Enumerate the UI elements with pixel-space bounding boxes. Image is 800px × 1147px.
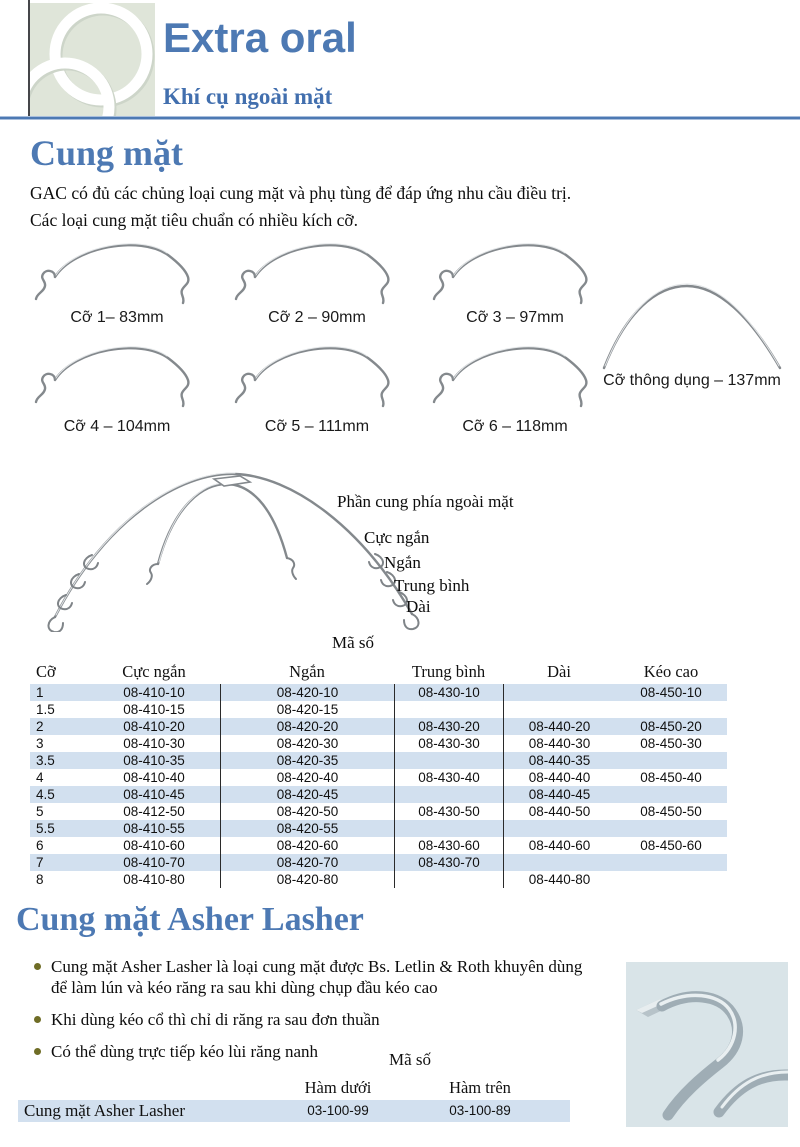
bullet-item bbox=[34, 956, 586, 998]
cell-code bbox=[615, 854, 727, 871]
cell-code: 08-412-50 bbox=[123, 804, 185, 819]
cell-code: 08-430-40 bbox=[394, 769, 503, 786]
cell-code: 08-410-45 bbox=[123, 787, 185, 802]
common-size-label: Cỡ thông dụng – 137mm bbox=[603, 372, 781, 389]
cell-code: 08-420-55 bbox=[220, 820, 394, 837]
cell-code: 08-450-60 bbox=[640, 838, 702, 853]
cell-code: 08-430-50 bbox=[394, 803, 503, 820]
cell-code: 08-430-20 bbox=[394, 718, 503, 735]
bullet-text: Khi dùng kéo cổ thì chỉ di răng ra sau đơn thuần bbox=[51, 1010, 380, 1029]
diagram-label-dai: Dài bbox=[406, 597, 431, 616]
facebow-size-5-figure bbox=[222, 336, 412, 440]
bullet-text: Có thể dùng trực tiếp kéo lùi răng nanh bbox=[51, 1042, 318, 1061]
facebow-icon bbox=[420, 233, 610, 311]
bullet-icon bbox=[34, 963, 41, 970]
cell-code: 08-440-60 bbox=[503, 837, 615, 854]
table-row bbox=[30, 701, 727, 718]
cell-code: 08-420-20 bbox=[220, 718, 394, 735]
cell-size: 3 bbox=[36, 736, 44, 751]
table-row bbox=[30, 871, 727, 888]
diagram-label-outer-bow: Phần cung phía ngoài mặt bbox=[337, 492, 514, 511]
col-header-trung-binh: Trung bình bbox=[411, 662, 486, 681]
cell-code: 08-420-40 bbox=[220, 769, 394, 786]
cell-code: 08-440-50 bbox=[503, 803, 615, 820]
page-title: Extra oral bbox=[163, 14, 357, 61]
cell-code: 08-420-15 bbox=[220, 701, 394, 718]
hook-photo-icon bbox=[626, 962, 788, 1127]
cell-code bbox=[615, 752, 727, 769]
cell-code bbox=[394, 820, 503, 837]
cell-code bbox=[394, 786, 503, 803]
table-row bbox=[30, 786, 727, 803]
cell-code: 08-440-45 bbox=[503, 786, 615, 803]
cell-code: 08-410-60 bbox=[123, 838, 185, 853]
cell-code-upper: 03-100-89 bbox=[449, 1103, 511, 1118]
asher-lasher-table bbox=[18, 1076, 570, 1122]
cell-code: 08-450-50 bbox=[640, 804, 702, 819]
cell-code: 08-410-15 bbox=[123, 702, 185, 717]
cell-size: 6 bbox=[36, 838, 44, 853]
cell-code bbox=[615, 871, 727, 888]
cell-size: 5 bbox=[36, 804, 44, 819]
size-label-2: Cỡ 2 – 90mm bbox=[268, 309, 366, 326]
cell-code: 08-450-40 bbox=[640, 770, 702, 785]
facebow-icon bbox=[22, 233, 212, 311]
cell-size: 8 bbox=[36, 872, 44, 887]
description-line-1: GAC có đủ các chủng loại cung mặt và phụ tùng để đáp ứng nhu cầu điều trị. bbox=[30, 183, 572, 203]
cell-code: 08-440-40 bbox=[503, 769, 615, 786]
facebow-icon bbox=[420, 336, 610, 414]
cell-code: 08-420-60 bbox=[220, 837, 394, 854]
facebow-size-2-figure bbox=[222, 233, 412, 331]
cell-code bbox=[503, 701, 615, 718]
bullet-item bbox=[34, 1009, 586, 1030]
cell-code: 08-440-20 bbox=[503, 718, 615, 735]
table2-caption: Mã số bbox=[388, 1050, 432, 1069]
table-row bbox=[30, 752, 727, 769]
size-label-3: Cỡ 3 – 97mm bbox=[466, 309, 564, 326]
cell-size: 5.5 bbox=[36, 821, 55, 836]
cell-code bbox=[615, 786, 727, 803]
table-caption: Mã số bbox=[331, 633, 375, 652]
facebow-icon bbox=[22, 336, 212, 414]
cell-code: 08-410-80 bbox=[123, 872, 185, 887]
table2-row bbox=[18, 1100, 570, 1122]
cell-code: 08-420-10 bbox=[220, 684, 394, 701]
cell-code: 08-410-70 bbox=[123, 855, 185, 870]
cell-code: 08-430-10 bbox=[394, 684, 503, 701]
bullet-icon bbox=[34, 1048, 41, 1055]
cell-code: 08-430-60 bbox=[394, 837, 503, 854]
col-header-keo-cao: Kéo cao bbox=[643, 662, 699, 681]
facebow-size-4-figure bbox=[22, 336, 212, 440]
facebow-icon bbox=[222, 233, 412, 311]
size-label-4: Cỡ 4 – 104mm bbox=[63, 418, 171, 435]
table-row bbox=[30, 769, 727, 786]
cell-code bbox=[394, 701, 503, 718]
cell-code: 08-410-20 bbox=[123, 719, 185, 734]
cell-code bbox=[503, 854, 615, 871]
facebow-size-3-figure bbox=[420, 233, 610, 331]
size-label-6: Cỡ 6 – 118mm bbox=[462, 418, 568, 435]
code-table bbox=[30, 659, 727, 888]
table-row bbox=[30, 803, 727, 820]
cell-code-lower: 03-100-99 bbox=[307, 1103, 369, 1118]
cell-code: 08-420-35 bbox=[220, 752, 394, 769]
cell-code: 08-410-40 bbox=[123, 770, 185, 785]
table-row bbox=[30, 735, 727, 752]
cell-code bbox=[615, 820, 727, 837]
col-header-ham-tren: Hàm trên bbox=[449, 1078, 511, 1097]
facebow-plain-icon bbox=[592, 278, 792, 370]
cell-code: 08-430-70 bbox=[394, 854, 503, 871]
brand-logo bbox=[30, 3, 155, 118]
section-description bbox=[30, 180, 630, 234]
cell-code: 08-410-10 bbox=[123, 685, 185, 700]
size-label-1: Cỡ 1– 83mm bbox=[70, 309, 164, 326]
col-header-cuc-ngan: Cực ngắn bbox=[122, 662, 186, 681]
cell-size: 1.5 bbox=[36, 702, 55, 717]
cell-code: 08-410-30 bbox=[123, 736, 185, 751]
cell-code bbox=[394, 752, 503, 769]
table-row bbox=[30, 718, 727, 735]
cell-code: 08-440-80 bbox=[503, 871, 615, 888]
cell-size: 4 bbox=[36, 770, 44, 785]
cell-code: 08-410-35 bbox=[123, 753, 185, 768]
col-header-ham-duoi: Hàm dưới bbox=[304, 1078, 372, 1097]
cell-size: 4.5 bbox=[36, 787, 55, 802]
cell-code: 08-410-55 bbox=[123, 821, 185, 836]
facebow-icon bbox=[222, 336, 412, 414]
cell-code: 08-450-20 bbox=[640, 719, 702, 734]
cell-code: 08-420-45 bbox=[220, 786, 394, 803]
facebow-size-6-figure bbox=[420, 336, 610, 440]
cell-size: 1 bbox=[36, 685, 44, 700]
cell-size: 7 bbox=[36, 855, 44, 870]
cell-code: 08-430-30 bbox=[394, 735, 503, 752]
bullet-text: Cung mặt Asher Lasher là loại cung mặt được Bs. Letlin & Roth khuyên dùng để làm lún và kéo răng ra sau khi dùng chụp đầu kéo cao bbox=[51, 957, 583, 997]
cell-code: 08-420-80 bbox=[220, 871, 394, 888]
description-line-2: Các loại cung mặt tiêu chuẩn có nhiều kích cỡ. bbox=[30, 210, 359, 230]
facebow-size-1-figure bbox=[22, 233, 212, 331]
table2-header-row bbox=[18, 1076, 570, 1100]
cell-code: 08-440-35 bbox=[503, 752, 615, 769]
cell-size: 3.5 bbox=[36, 753, 55, 768]
row-label: Cung mặt Asher Lasher bbox=[24, 1101, 185, 1120]
header-rule bbox=[0, 116, 800, 120]
cell-code: 08-440-30 bbox=[503, 735, 615, 752]
cell-code: 08-420-70 bbox=[220, 854, 394, 871]
table-header-row bbox=[30, 659, 727, 684]
size-label-5: Cỡ 5 – 111mm bbox=[264, 418, 370, 435]
bullet-icon bbox=[34, 1016, 41, 1023]
diagram-label-ngan: Ngắn bbox=[384, 553, 421, 572]
diagram-label-trung-binh: Trung bình bbox=[394, 576, 470, 595]
cell-code bbox=[615, 701, 727, 718]
asher-lasher-photo bbox=[626, 962, 788, 1127]
col-header-ngan: Ngắn bbox=[289, 662, 325, 681]
interlocking-rings-icon bbox=[30, 3, 155, 118]
cell-code: 08-450-10 bbox=[640, 685, 702, 700]
cell-code: 08-450-30 bbox=[640, 736, 702, 751]
diagram-label-cuc-ngan: Cực ngắn bbox=[364, 528, 430, 547]
cell-code bbox=[503, 820, 615, 837]
facebow-common-figure bbox=[592, 278, 792, 390]
cell-code: 08-420-50 bbox=[220, 803, 394, 820]
table-row bbox=[30, 837, 727, 854]
cell-code bbox=[394, 871, 503, 888]
cell-code: 08-420-30 bbox=[220, 735, 394, 752]
cell-size: 2 bbox=[36, 719, 44, 734]
page-subtitle: Khí cụ ngoài mặt bbox=[163, 84, 333, 109]
table-row bbox=[30, 684, 727, 701]
empty-header-cell bbox=[18, 1076, 268, 1100]
table-row bbox=[30, 820, 727, 837]
section-title-cung-mat: Cung mặt bbox=[30, 133, 184, 173]
section-title-asher-lasher: Cung mặt Asher Lasher bbox=[16, 901, 364, 938]
col-header-dai: Dài bbox=[547, 662, 571, 681]
table-row bbox=[30, 854, 727, 871]
col-header-co: Cỡ bbox=[36, 662, 56, 681]
cell-code bbox=[503, 684, 615, 701]
